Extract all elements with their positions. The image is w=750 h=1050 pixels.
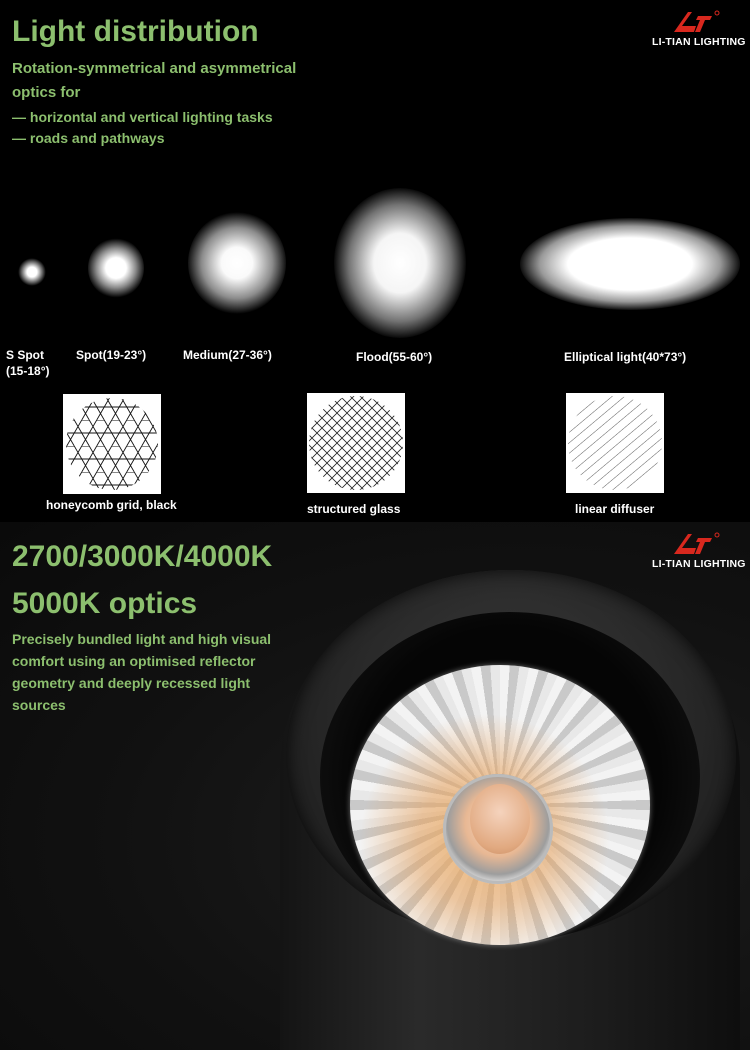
structured-glass-label: structured glass: [307, 502, 401, 516]
cct-body-line-2: comfort using an optimised reflector: [12, 653, 256, 669]
beam-s-spot-angle: (15-18°): [6, 364, 50, 378]
brand-name-bottom: LI-TIAN LIGHTING: [652, 558, 746, 570]
intro-line-1: Rotation-symmetrical and asymmetrical: [12, 60, 297, 77]
brand-mark-icon: [672, 530, 722, 556]
honeycomb-grid-tile: [63, 394, 161, 494]
beam-flood-label: Flood(55-60°): [356, 350, 433, 364]
linear-diffuser-pattern-icon: [566, 393, 664, 493]
beam-medium-label: Medium(27-36°): [183, 348, 272, 362]
beam-s-spot-name: S Spot: [6, 348, 44, 362]
honeycomb-pattern-icon: [63, 394, 161, 494]
beam-spot-glow: [88, 238, 144, 298]
intro-line-4: — roads and pathways: [12, 130, 165, 146]
cct-title-line-2: 5000K optics: [12, 587, 198, 620]
linear-diffuser-tile: [566, 393, 664, 493]
beam-spot-label: Spot(19-23°): [76, 348, 147, 362]
brand-mark-icon: [672, 8, 722, 34]
color-temperature-panel: [0, 522, 750, 1050]
brand-logo-bottom: [652, 530, 746, 570]
light-distribution-panel: [0, 0, 750, 522]
brand-logo: [652, 8, 746, 48]
beam-elliptical-glow: [520, 218, 740, 310]
beam-elliptical-label: Elliptical light(40*73°): [564, 350, 687, 364]
honeycomb-grid-label: honeycomb grid, black: [46, 498, 177, 512]
beam-s-spot-glow: [18, 258, 46, 286]
structured-glass-pattern-icon: [307, 393, 405, 493]
cct-body-line-4: sources: [12, 697, 66, 713]
intro-line-2: optics for: [12, 84, 81, 101]
beam-medium-glow: [188, 212, 286, 314]
cct-title-line-1: 2700/3000K/4000K: [12, 540, 273, 573]
structured-glass-tile: [307, 393, 405, 493]
brand-name: LI-TIAN LIGHTING: [652, 36, 746, 48]
linear-diffuser-label: linear diffuser: [575, 502, 655, 516]
cct-body-line-3: geometry and deeply recessed light: [12, 675, 251, 691]
beam-flood-glow: [334, 188, 466, 338]
intro-line-3: — horizontal and vertical lighting tasks: [12, 109, 273, 125]
beam-s-spot-label: [6, 347, 49, 379]
cct-body-line-1: Precisely bundled light and high visual: [12, 631, 272, 647]
section-title: Light distribution: [12, 15, 259, 48]
led-lens-core: [470, 784, 530, 854]
